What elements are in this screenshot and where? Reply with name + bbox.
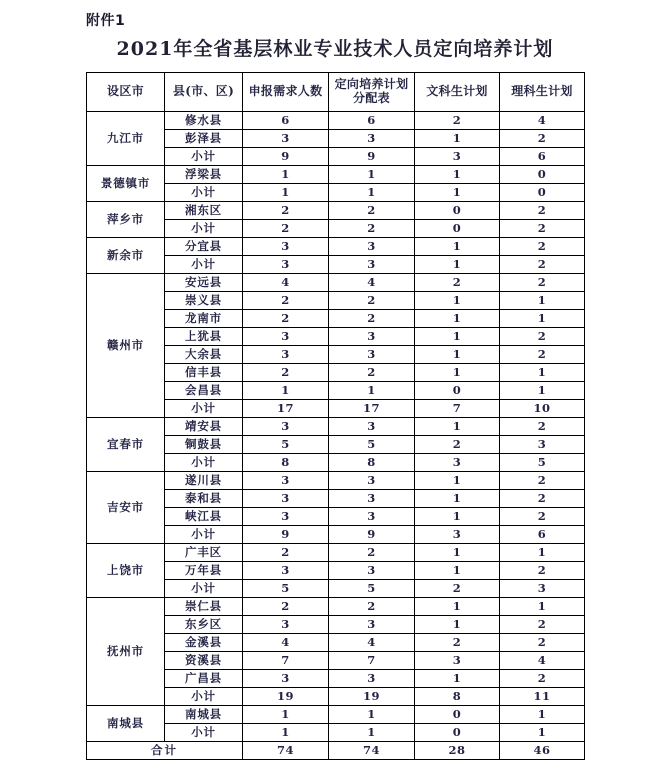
cell-arts: 0 [415,724,500,742]
cell-apply: 2 [243,220,329,238]
cell-arts: 0 [415,220,500,238]
cell-apply: 2 [243,202,329,220]
cell-plan: 3 [329,616,415,634]
cell-arts: 1 [415,310,500,328]
cell-apply: 3 [243,616,329,634]
cell-total-sci: 46 [500,742,585,760]
cell-apply: 2 [243,292,329,310]
plan-table-container [86,72,584,760]
cell-county: 安远县 [165,274,243,292]
cell-county: 峡江县 [165,508,243,526]
cell-arts: 1 [415,670,500,688]
cell-total-plan: 74 [329,742,415,760]
cell-apply: 3 [243,472,329,490]
cell-apply: 2 [243,598,329,616]
cell-sci: 2 [500,472,585,490]
cell-county: 南城县 [165,706,243,724]
cell-arts: 2 [415,436,500,454]
cell-plan: 3 [329,508,415,526]
cell-apply: 3 [243,508,329,526]
cell-plan: 2 [329,220,415,238]
cell-plan: 3 [329,256,415,274]
cell-apply: 4 [243,274,329,292]
cell-arts: 0 [415,202,500,220]
cell-plan: 2 [329,310,415,328]
cell-county: 遂川县 [165,472,243,490]
table-row [87,274,585,292]
table-total-row [87,742,585,760]
cell-plan: 3 [329,670,415,688]
table-row [87,238,585,256]
cell-arts: 2 [415,634,500,652]
cell-county: 小计 [165,256,243,274]
cell-plan: 7 [329,652,415,670]
cell-sci: 2 [500,328,585,346]
cell-sci: 2 [500,670,585,688]
cell-sci: 0 [500,166,585,184]
cell-plan: 3 [329,418,415,436]
cell-arts: 1 [415,472,500,490]
cell-county: 小计 [165,184,243,202]
cell-arts: 3 [415,454,500,472]
cell-apply: 19 [243,688,329,706]
cell-sci: 3 [500,436,585,454]
cell-sci: 2 [500,220,585,238]
cell-sci: 2 [500,274,585,292]
cell-city: 上饶市 [87,544,165,598]
table-body [87,112,585,760]
cell-sci: 2 [500,634,585,652]
cell-apply: 2 [243,310,329,328]
cell-arts: 3 [415,526,500,544]
cell-apply: 1 [243,166,329,184]
cell-plan: 1 [329,166,415,184]
cell-county: 广丰区 [165,544,243,562]
cell-apply: 3 [243,346,329,364]
cell-plan: 9 [329,526,415,544]
cell-sci: 1 [500,382,585,400]
cell-plan: 1 [329,184,415,202]
cell-plan: 2 [329,544,415,562]
cell-arts: 2 [415,580,500,598]
cell-plan: 8 [329,454,415,472]
cell-county: 小计 [165,724,243,742]
cell-sci: 1 [500,364,585,382]
cell-arts: 1 [415,508,500,526]
cell-county: 小计 [165,148,243,166]
cell-apply: 6 [243,112,329,130]
column-header-plan-line1: 定向培养计划 [334,77,409,92]
cell-county: 修水县 [165,112,243,130]
cell-city: 宜春市 [87,418,165,472]
cell-arts: 3 [415,148,500,166]
cell-arts: 1 [415,166,500,184]
column-header-plan-line2: 分配表 [353,91,390,105]
cell-county: 浮梁县 [165,166,243,184]
cell-county: 资溪县 [165,652,243,670]
cell-plan: 3 [329,472,415,490]
cell-arts: 0 [415,706,500,724]
cell-sci: 1 [500,706,585,724]
cell-arts: 1 [415,346,500,364]
cell-apply: 9 [243,526,329,544]
cell-arts: 1 [415,238,500,256]
cell-sci: 2 [500,616,585,634]
cell-sci: 2 [500,418,585,436]
cell-apply: 3 [243,418,329,436]
attachment-label: 附件1 [86,13,126,29]
cell-county: 会昌县 [165,382,243,400]
table-row [87,598,585,616]
column-header-arts: 文科生计划 [415,73,500,112]
cell-arts: 1 [415,544,500,562]
cell-arts: 1 [415,328,500,346]
cell-arts: 7 [415,400,500,418]
cell-city: 新余市 [87,238,165,274]
cell-sci: 2 [500,256,585,274]
table-row [87,202,585,220]
cell-plan: 2 [329,202,415,220]
cell-arts: 1 [415,184,500,202]
cell-county: 上犹县 [165,328,243,346]
cell-county: 分宜县 [165,238,243,256]
cell-city: 九江市 [87,112,165,166]
cell-sci: 1 [500,310,585,328]
cell-apply: 3 [243,562,329,580]
cell-arts: 1 [415,130,500,148]
cell-arts: 1 [415,490,500,508]
cell-plan: 1 [329,382,415,400]
column-header-city: 设区市 [87,73,165,112]
cell-arts: 0 [415,382,500,400]
cell-apply: 3 [243,130,329,148]
cell-sci: 1 [500,724,585,742]
cell-county: 万年县 [165,562,243,580]
cell-city: 景德镇市 [87,166,165,202]
cell-arts: 1 [415,418,500,436]
cell-county: 泰和县 [165,490,243,508]
table-row [87,418,585,436]
cell-arts: 1 [415,616,500,634]
column-header-county: 县(市、区) [165,73,243,112]
cell-plan: 17 [329,400,415,418]
column-header-plan [329,73,415,112]
cell-apply: 17 [243,400,329,418]
table-row [87,706,585,724]
cell-apply: 1 [243,724,329,742]
cell-county: 小计 [165,454,243,472]
table-row [87,112,585,130]
cell-arts: 2 [415,274,500,292]
cell-county: 信丰县 [165,364,243,382]
cell-plan: 6 [329,112,415,130]
cell-plan: 4 [329,634,415,652]
cell-sci: 6 [500,148,585,166]
page-title: 2021年全省基层林业专业技术人员定向培养计划 [116,38,554,60]
cell-county: 崇仁县 [165,598,243,616]
cell-apply: 3 [243,256,329,274]
cell-sci: 3 [500,580,585,598]
cell-apply: 1 [243,382,329,400]
cell-sci: 2 [500,508,585,526]
cell-apply: 1 [243,706,329,724]
cell-sci: 1 [500,598,585,616]
cell-sci: 2 [500,238,585,256]
cell-plan: 3 [329,130,415,148]
cell-apply: 8 [243,454,329,472]
cell-county: 小计 [165,526,243,544]
cell-sci: 10 [500,400,585,418]
cell-county: 靖安县 [165,418,243,436]
cell-city: 萍乡市 [87,202,165,238]
cell-county: 彭泽县 [165,130,243,148]
cell-plan: 2 [329,598,415,616]
cell-sci: 0 [500,184,585,202]
cell-arts: 1 [415,598,500,616]
cell-apply: 3 [243,490,329,508]
cell-county: 广昌县 [165,670,243,688]
cell-county: 小计 [165,220,243,238]
table-row [87,472,585,490]
cell-total-apply: 74 [243,742,329,760]
cell-arts: 1 [415,292,500,310]
table-row [87,166,585,184]
cell-county: 金溪县 [165,634,243,652]
cell-sci: 6 [500,526,585,544]
cell-plan: 19 [329,688,415,706]
cell-city: 南城县 [87,706,165,742]
cell-plan: 9 [329,148,415,166]
cell-apply: 5 [243,436,329,454]
cell-plan: 3 [329,346,415,364]
cell-plan: 1 [329,706,415,724]
cell-county: 小计 [165,688,243,706]
cell-county: 湘东区 [165,202,243,220]
cell-plan: 3 [329,490,415,508]
cell-sci: 2 [500,202,585,220]
cell-sci: 2 [500,130,585,148]
cell-plan: 1 [329,724,415,742]
cell-sci: 2 [500,490,585,508]
cell-sci: 4 [500,652,585,670]
table-header-row [87,73,585,112]
cell-arts: 1 [415,562,500,580]
cell-county: 小计 [165,400,243,418]
cell-sci: 1 [500,292,585,310]
cell-apply: 4 [243,634,329,652]
cell-plan: 3 [329,328,415,346]
cell-county: 小计 [165,580,243,598]
cell-county: 龙南市 [165,310,243,328]
cell-plan: 4 [329,274,415,292]
cell-plan: 2 [329,292,415,310]
cell-apply: 9 [243,148,329,166]
cell-city: 吉安市 [87,472,165,544]
cell-plan: 5 [329,436,415,454]
cell-apply: 3 [243,238,329,256]
cell-county: 大余县 [165,346,243,364]
cell-sci: 2 [500,346,585,364]
cell-sci: 5 [500,454,585,472]
cell-apply: 2 [243,364,329,382]
cell-apply: 3 [243,670,329,688]
cell-arts: 3 [415,652,500,670]
cell-county: 铜鼓县 [165,436,243,454]
table-row [87,544,585,562]
cell-arts: 1 [415,256,500,274]
cell-arts: 1 [415,364,500,382]
cell-apply: 2 [243,544,329,562]
cell-arts: 8 [415,688,500,706]
cell-plan: 3 [329,562,415,580]
cell-city: 赣州市 [87,274,165,418]
cell-total-arts: 28 [415,742,500,760]
table-header [87,73,585,112]
cell-sci: 2 [500,562,585,580]
cell-sci: 4 [500,112,585,130]
training-plan-table [86,72,585,760]
cell-plan: 5 [329,580,415,598]
cell-county: 崇义县 [165,292,243,310]
column-header-apply: 申报需求人数 [243,73,329,112]
cell-apply: 3 [243,328,329,346]
cell-city: 抚州市 [87,598,165,706]
cell-arts: 2 [415,112,500,130]
cell-apply: 7 [243,652,329,670]
cell-total-label: 合计 [87,742,243,760]
cell-county: 东乡区 [165,616,243,634]
cell-apply: 1 [243,184,329,202]
column-header-sci: 理科生计划 [500,73,585,112]
cell-sci: 11 [500,688,585,706]
cell-plan: 2 [329,364,415,382]
cell-plan: 3 [329,238,415,256]
cell-sci: 1 [500,544,585,562]
cell-apply: 5 [243,580,329,598]
